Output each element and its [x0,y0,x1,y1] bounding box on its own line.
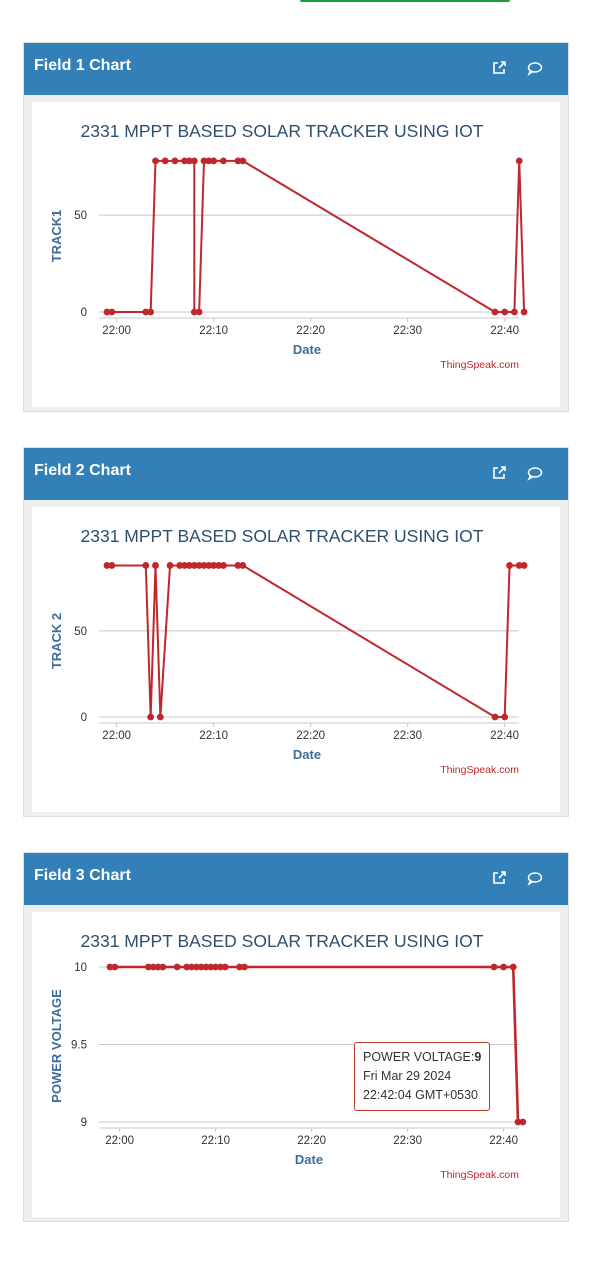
data-point[interactable] [501,714,508,721]
panel-title: Field 1 Chart [34,57,131,74]
x-tick-label: 22:20 [296,325,326,337]
y-axis-label: TRACK 2 [49,612,64,670]
external-link-icon[interactable] [490,59,508,77]
plot-area [74,157,527,337]
x-tick-label: 22:40 [489,1135,518,1147]
data-point[interactable] [210,157,217,164]
data-point[interactable] [519,1119,526,1126]
chart-area [32,102,560,407]
data-point[interactable] [511,309,518,316]
x-tick-label: 22:20 [297,1135,326,1147]
y-tick-label: 0 [80,712,87,724]
x-tick-label: 22:30 [393,730,423,742]
data-point[interactable] [516,157,523,164]
comment-icon[interactable] [526,464,544,482]
data-point[interactable] [239,157,246,164]
panel-title: Field 2 Chart [34,462,131,479]
data-point[interactable] [147,714,154,721]
data-point[interactable] [220,562,227,569]
comment-icon[interactable] [526,869,544,887]
thingspeak-credit[interactable]: ThingSpeak.com [440,764,519,776]
chart-area [32,912,560,1217]
x-tick-label: 22:30 [393,1135,422,1147]
tooltip-value: 9 [474,1050,482,1064]
chart-area [32,507,560,812]
y-tick-label: 0 [80,307,87,319]
data-point[interactable] [501,309,508,316]
series-line [107,161,524,312]
field-3-panel [23,852,569,1222]
tooltip-date: Fri Mar 29 2024 [363,1069,452,1083]
panel-header [24,853,568,905]
y-tick-label: 50 [74,210,87,223]
data-point[interactable] [241,964,248,971]
data-point[interactable] [167,562,174,569]
data-point[interactable] [492,309,499,316]
data-point[interactable] [500,964,507,971]
field-1-panel [23,42,569,412]
data-tooltip [354,1042,490,1111]
thingspeak-credit[interactable]: ThingSpeak.com [440,359,519,371]
data-point[interactable] [521,309,528,316]
x-axis-label: Date [292,747,322,762]
x-tick-label: 22:00 [105,1135,134,1147]
x-tick-label: 22:00 [102,325,132,337]
x-tick-label: 22:40 [490,730,520,742]
data-point[interactable] [152,562,159,569]
data-point[interactable] [239,562,246,569]
data-point[interactable] [159,964,166,971]
series-line [107,565,524,717]
y-tick-label: 9 [80,1117,87,1129]
x-axis-label: Date [294,1152,324,1167]
thingspeak-credit[interactable]: ThingSpeak.com [440,1169,519,1181]
panel-header [24,43,568,95]
plot-area [74,562,527,742]
data-point[interactable] [108,562,115,569]
y-axis-label: POWER VOLTAGE [49,989,64,1103]
x-tick-label: 22:30 [393,325,423,337]
comment-icon[interactable] [526,59,544,77]
data-point[interactable] [220,157,227,164]
data-point[interactable] [108,309,115,316]
data-point[interactable] [162,157,169,164]
data-point[interactable] [142,562,149,569]
tooltip-label: POWER VOLTAGE: [363,1050,475,1064]
data-point[interactable] [222,964,229,971]
data-point[interactable] [191,157,198,164]
top-green-bar [300,0,510,2]
data-point[interactable] [196,309,203,316]
panel-header [24,448,568,500]
data-point[interactable] [174,964,181,971]
panel-title: Field 3 Chart [34,867,131,884]
chart-svg [32,507,560,812]
external-link-icon[interactable] [490,464,508,482]
chart-title: 2331 MPPT BASED SOLAR TRACKER USING IOT [80,121,484,141]
x-axis-label: Date [292,342,322,357]
tooltip-time: 22:42:04 GMT+0530 [363,1088,479,1102]
data-point[interactable] [510,964,517,971]
data-point[interactable] [506,562,513,569]
x-tick-label: 22:10 [199,730,229,742]
data-point[interactable] [111,964,118,971]
data-point[interactable] [521,562,528,569]
data-point[interactable] [172,157,179,164]
x-tick-label: 22:10 [201,1135,230,1147]
chart-title: 2331 MPPT BASED SOLAR TRACKER USING IOT [80,526,484,546]
field-2-panel [23,447,569,817]
data-point[interactable] [152,157,159,164]
external-link-icon[interactable] [490,869,508,887]
chart-title: 2331 MPPT BASED SOLAR TRACKER USING IOT [80,931,484,951]
y-axis-label: TRACK1 [49,209,64,263]
data-point[interactable] [491,964,498,971]
chart-svg [32,102,560,407]
data-point[interactable] [147,309,154,316]
x-tick-label: 22:20 [296,730,326,742]
x-tick-label: 22:00 [102,730,132,742]
data-point[interactable] [157,714,164,721]
data-point[interactable] [492,714,499,721]
y-tick-label: 9.5 [71,1039,87,1052]
x-tick-label: 22:40 [490,325,520,337]
x-tick-label: 22:10 [199,325,229,337]
y-tick-label: 50 [74,625,87,638]
y-tick-label: 10 [74,962,87,974]
